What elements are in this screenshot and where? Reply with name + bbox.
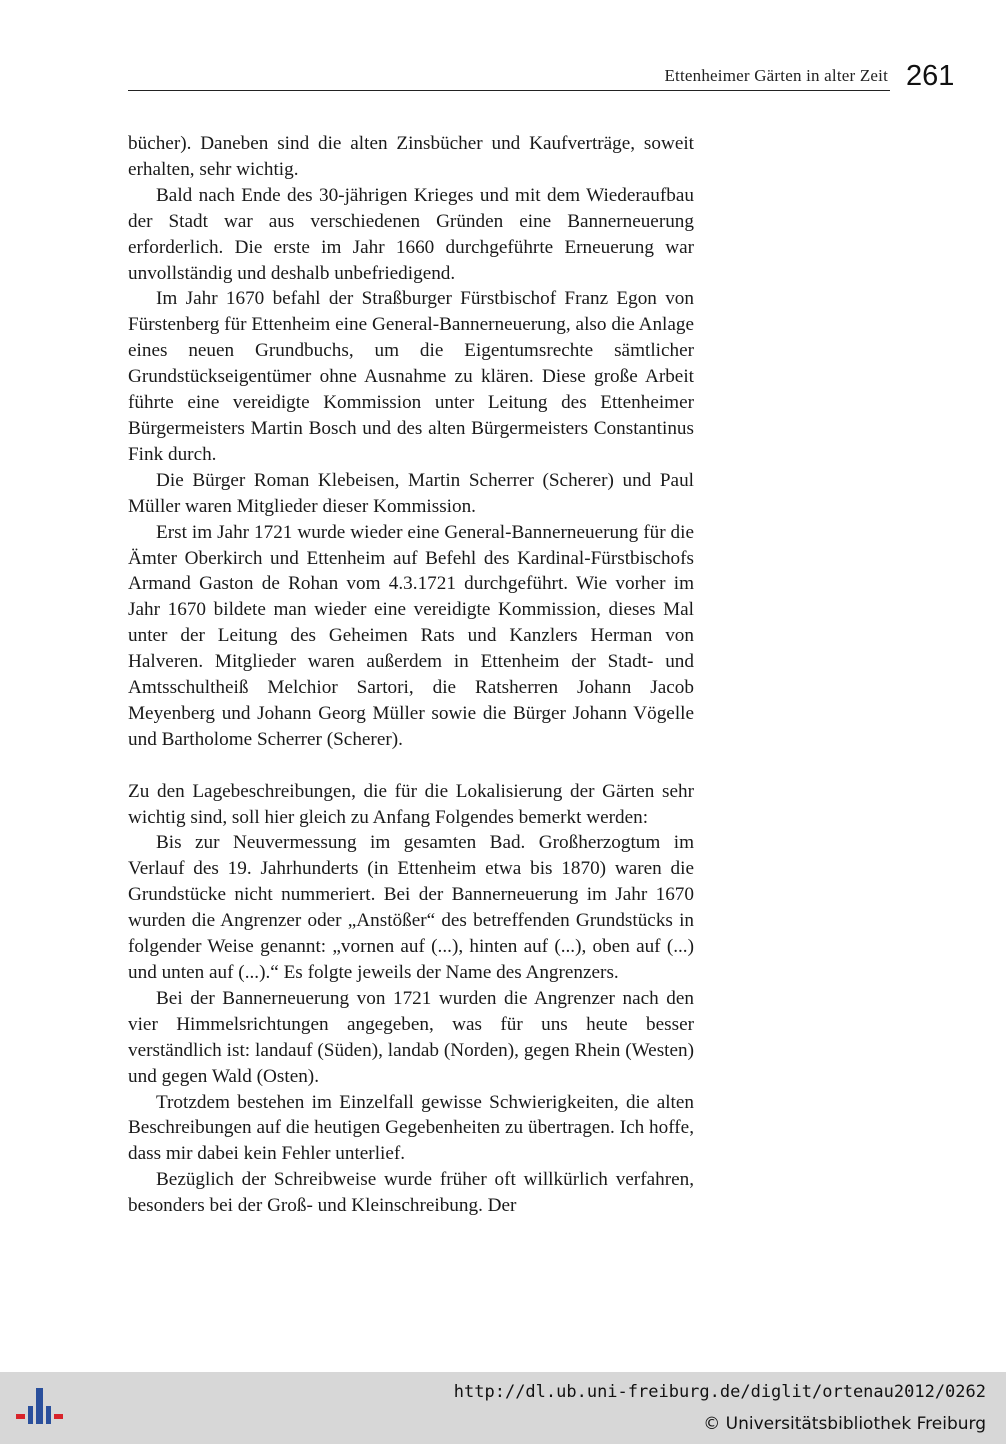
paragraph: Bis zur Neuvermessung im gesamten Bad. Großherzogtum im Verlauf des 19. Jahrhunderts (in Ettenheim etwa bis 1870) waren die Grundstücke nicht nummeriert. Bei der Bannerneuerung im Jahr 1670 wurden die Angrenzer oder „Anstößer“ des betreffenden Grundstücks in folgender Weise genannt: „vornen auf (...), hinten auf (...), oben auf (...) und unten auf (...).“ Es folgte jeweils der Name des Angrenzers. bbox=[128, 832, 694, 983]
ub-freiburg-logo-icon bbox=[14, 1384, 64, 1436]
paragraph: Erst im Jahr 1721 wurde wieder eine General-Bannerneuerung für die Ämter Oberkirch und Ettenheim auf Befehl des Kardinal-Fürstbischofs Armand Gaston de Rohan vom 4.3.1721 durchgeführt. Wie vorher im Jahr 1670 bildete man wieder eine vereidigte Kommission, dieses Mal unter der Leitung des Geheimen Rats und Kanzlers Herman von Halveren. Mitglieder waren außerdem in Ettenheim der Stadt- und Amtsschultheiß Melchior Sartori, die Ratsherren Johann Jacob Meyenberg und Johann Georg Müller sowie die Bürger Johann Vögelle und Bartholome Scherrer (Scherer). bbox=[128, 521, 694, 750]
paragraph: Die Bürger Roman Klebeisen, Martin Scherrer (Scherer) und Paul Müller waren Mitglieder dieser Kommission. bbox=[128, 469, 694, 517]
running-header bbox=[128, 64, 890, 91]
paragraph: Trotzdem bestehen im Einzelfall gewisse Schwierigkeiten, die alten Beschreibungen auf die heutigen Gegebenheiten zu übertragen. Ich hoffe, dass mir dabei kein Fehler unterlief. bbox=[128, 1091, 694, 1165]
footer-url-link[interactable]: http://dl.ub.uni-freiburg.de/diglit/ortenau2012/0262 bbox=[453, 1382, 986, 1402]
footer-bar bbox=[0, 1372, 1006, 1444]
running-title: Ettenheimer Gärten in alter Zeit bbox=[664, 66, 888, 85]
paragraph: Bald nach Ende des 30-jährigen Krieges und mit dem Wiederaufbau der Stadt war aus verschiedenen Gründen eine Bannerneuerung erforderlich. Die erste im Jahr 1660 durchgeführte Erneuerung war unvollständig und deshalb unbefriedigend. bbox=[128, 184, 694, 284]
body-text bbox=[128, 131, 694, 1219]
paragraph: Bei der Bannerneuerung von 1721 wurden die Angrenzer nach den vier Himmelsrichtungen angegeben, was für uns heute besser verständlich ist: landauf (Süden), landab (Norden), gegen Rhein (Westen) und gegen Wald (Osten). bbox=[128, 987, 694, 1087]
paragraph: Zu den Lagebeschreibungen, die für die Lokalisierung der Gärten sehr wichtig sind, soll hier gleich zu Anfang Folgendes bemerkt werden: bbox=[128, 780, 694, 828]
paragraph: bücher). Daneben sind die alten Zinsbücher und Kaufverträge, soweit erhalten, sehr wichtig. bbox=[128, 133, 694, 180]
paragraph: Im Jahr 1670 befahl der Straßburger Fürstbischof Franz Egon von Fürstenberg für Ettenheim eine General-Bannerneuerung, also die Anlage eines neuen Grundbuchs, um die Eigentumsrechte sämtlicher Grundstückseigentümer ohne Ausnahme zu klären. Diese große Arbeit führte eine vereidigte Kommission unter Leitung des Ettenheimer Bürgermeisters Martin Bosch und des alten Bürgermeisters Constantinus Fink durch. bbox=[128, 288, 694, 465]
paragraph: Bezüglich der Schreibweise wurde früher oft willkürlich verfahren, besonders bei der Groß- und Kleinschreibung. Der bbox=[128, 1169, 694, 1217]
page-number: 261 bbox=[906, 60, 955, 92]
footer-copyright: © Universitätsbibliothek Freiburg bbox=[703, 1414, 986, 1434]
